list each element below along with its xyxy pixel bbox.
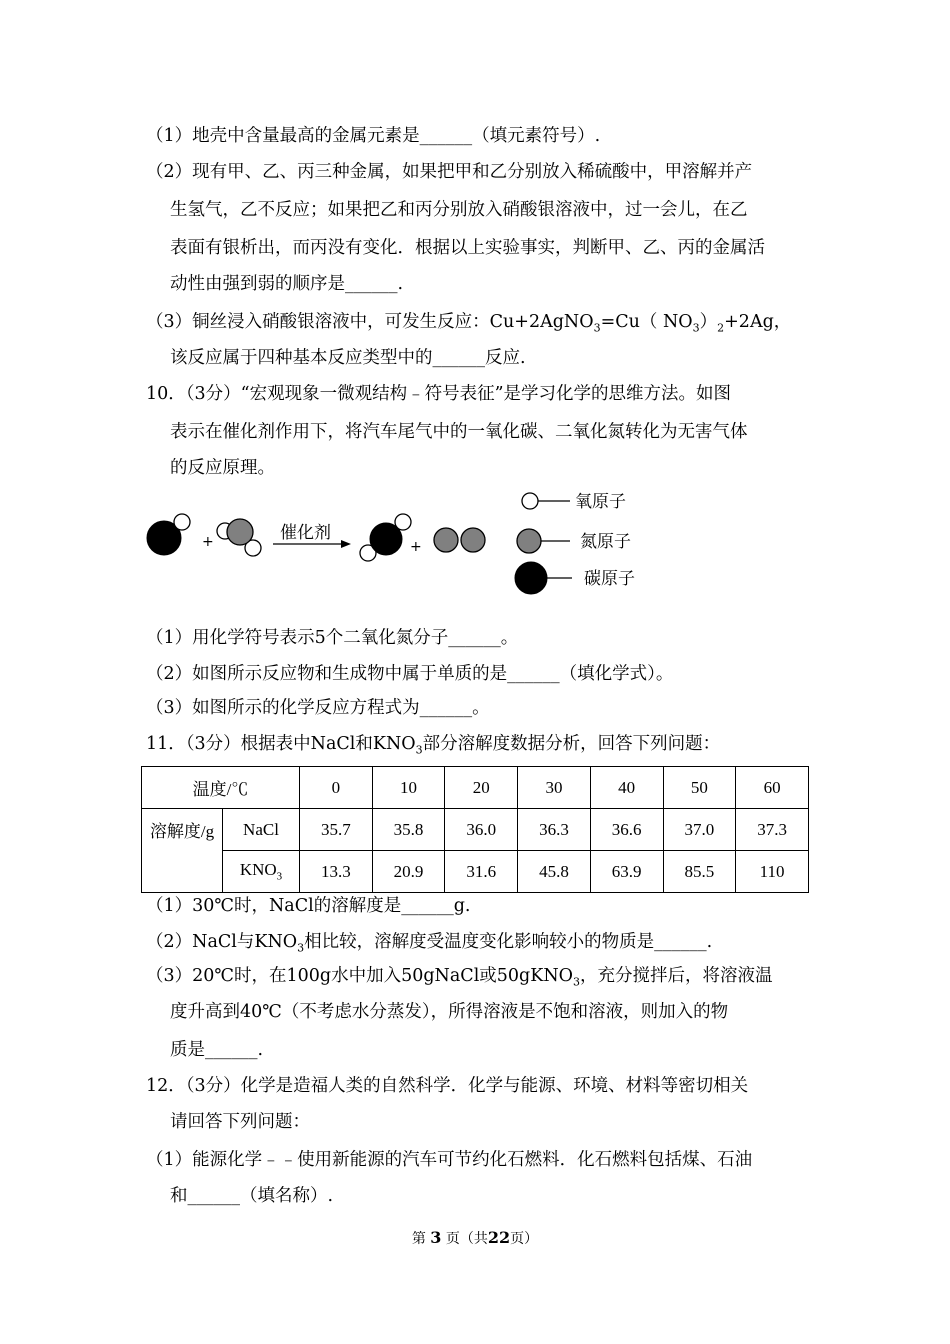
- q12-part1-line1: （1）能源化学﹣﹣使用新能源的汽车可节约化石燃料．化石燃料包括煤、石油: [146, 1150, 753, 1170]
- q11-part1: （1）30℃时，NaCl的溶解度是______g.: [146, 896, 471, 916]
- q11-stem: 11．（3分）根据表中NaCl和$KNO_3$部分溶解度数据分析，回答下列问题：: [146, 734, 721, 757]
- q9-part3-line1: （3）铜丝浸入硝酸银溶液中，可发生反应：Cu+2AgNO$_3$=Cu（ $NO_3)_2+2Ag$，: [146, 312, 792, 335]
- legend-nitrogen: [517, 529, 631, 553]
- q12-stem-line2: 请回答下列问题：: [170, 1112, 310, 1132]
- table-row-temperature: [142, 767, 809, 809]
- q10-stem-line2: 表示在催化剂作用下，将汽车尾气中的一氧化碳、二氧化氮转化为无害气体: [170, 422, 748, 442]
- nacl-cell: 36.0: [445, 809, 518, 851]
- nacl-cell: 37.3: [736, 809, 809, 851]
- legend-oxygen: [522, 492, 626, 512]
- n2-molecule: [434, 528, 485, 552]
- solubility-row-label: 溶解度/g: [142, 809, 223, 893]
- nacl-label: NaCl: [223, 809, 300, 851]
- q11-part2: （2）NaCl与$KNO_3$相比较，溶解度受温度变化影响较小的物质是______.: [146, 932, 713, 955]
- page-total: 22: [487, 1228, 511, 1247]
- q12-stem-line1: 12．（3分）化学是造福人类的自然科学．化学与能源、环境、材料等密切相关: [146, 1076, 749, 1096]
- nacl-cell: 35.7: [300, 809, 373, 851]
- legend-carbon: [515, 562, 635, 594]
- q10-stem-line3: 的反应原理。: [170, 458, 275, 478]
- plus-sign-1: +: [202, 534, 214, 550]
- q9-part2-line2: 生氢气，乙不反应；如果把乙和丙分别放入硝酸银溶液中，过一会儿，在乙: [170, 200, 748, 220]
- q11-part3-line2: 度升高到40℃（不考虑水分蒸发），所得溶液是不饱和溶液，则加入的物: [170, 1002, 729, 1022]
- arrow-head: [341, 540, 351, 548]
- nacl-cell: 37.0: [663, 809, 736, 851]
- kno3-cell: 45.8: [518, 851, 591, 893]
- q9-part2-line1: （2）现有甲、乙、丙三种金属，如果把甲和乙分别放入稀硫酸中，甲溶解并产: [146, 162, 753, 182]
- q10-part3: （3）如图所示的化学反应方程式为______。: [146, 698, 490, 718]
- reaction-diagram: [140, 488, 660, 600]
- svg-text:氮原子: 氮原子: [580, 532, 631, 552]
- q9-part2-line3: 表面有银析出，而丙没有变化．根据以上实验事实，判断甲、乙、丙的金属活: [170, 238, 765, 258]
- page-footer: 第 3 页（共22页）: [411, 1228, 539, 1247]
- temp-header: 温度/℃: [142, 767, 300, 809]
- nacl-cell: 36.3: [518, 809, 591, 851]
- kno3-cell: 13.3: [300, 851, 373, 893]
- no2-molecule: [217, 519, 261, 556]
- kno3-cell: 110: [736, 851, 809, 893]
- table-row-nacl: [142, 809, 809, 851]
- svg-text:氧原子: 氧原子: [575, 492, 626, 512]
- svg-text:碳原子: 碳原子: [584, 569, 635, 589]
- q11-part3-line1: （3）20℃时，在100g水中加入50gNaCl或50gKNO$_3$，充分搅拌后，将溶液温: [146, 966, 773, 989]
- q11-part3-line3: 质是______.: [170, 1040, 264, 1060]
- kno3-label: $KNO_3$: [223, 851, 300, 893]
- kno3-cell: 85.5: [663, 851, 736, 893]
- nacl-cell: 36.6: [590, 809, 663, 851]
- catalyst-label: 催化剂: [280, 523, 331, 543]
- q10-stem-line1: 10．（3分）“宏观现象一微观结构﹣符号表征”是学习化学的思维方法。如图: [146, 384, 732, 404]
- q12-part1-line2: 和______（填名称）.: [170, 1186, 334, 1206]
- temp-cell: 0: [300, 767, 373, 809]
- q9-part2-line4: 动性由强到弱的顺序是______.: [170, 274, 404, 294]
- temp-cell: 30: [518, 767, 591, 809]
- solubility-table: [141, 766, 809, 893]
- table-row-kno3: [142, 851, 809, 893]
- temp-cell: 50: [663, 767, 736, 809]
- page-number: 3: [430, 1228, 442, 1247]
- q10-part1: （1）用化学符号表示5个二氧化氮分子______。: [146, 628, 519, 648]
- nacl-cell: 35.8: [372, 809, 445, 851]
- temp-cell: 40: [590, 767, 663, 809]
- kno3-cell: 63.9: [590, 851, 663, 893]
- co-molecule-1: [147, 514, 190, 555]
- temp-cell: 10: [372, 767, 445, 809]
- kno3-cell: 31.6: [445, 851, 518, 893]
- temp-cell: 20: [445, 767, 518, 809]
- temp-cell: 60: [736, 767, 809, 809]
- kno3-cell: 20.9: [372, 851, 445, 893]
- q10-part2: （2）如图所示反应物和生成物中属于单质的是______（填化学式）。: [146, 664, 674, 684]
- q9-part3-line2: 该反应属于四种基本反应类型中的______反应.: [170, 348, 526, 368]
- plus-sign-2: +: [410, 539, 422, 555]
- co2-molecule: [360, 514, 411, 561]
- q9-part1: （1）地壳中含量最高的金属元素是______（填元素符号）.: [146, 126, 601, 146]
